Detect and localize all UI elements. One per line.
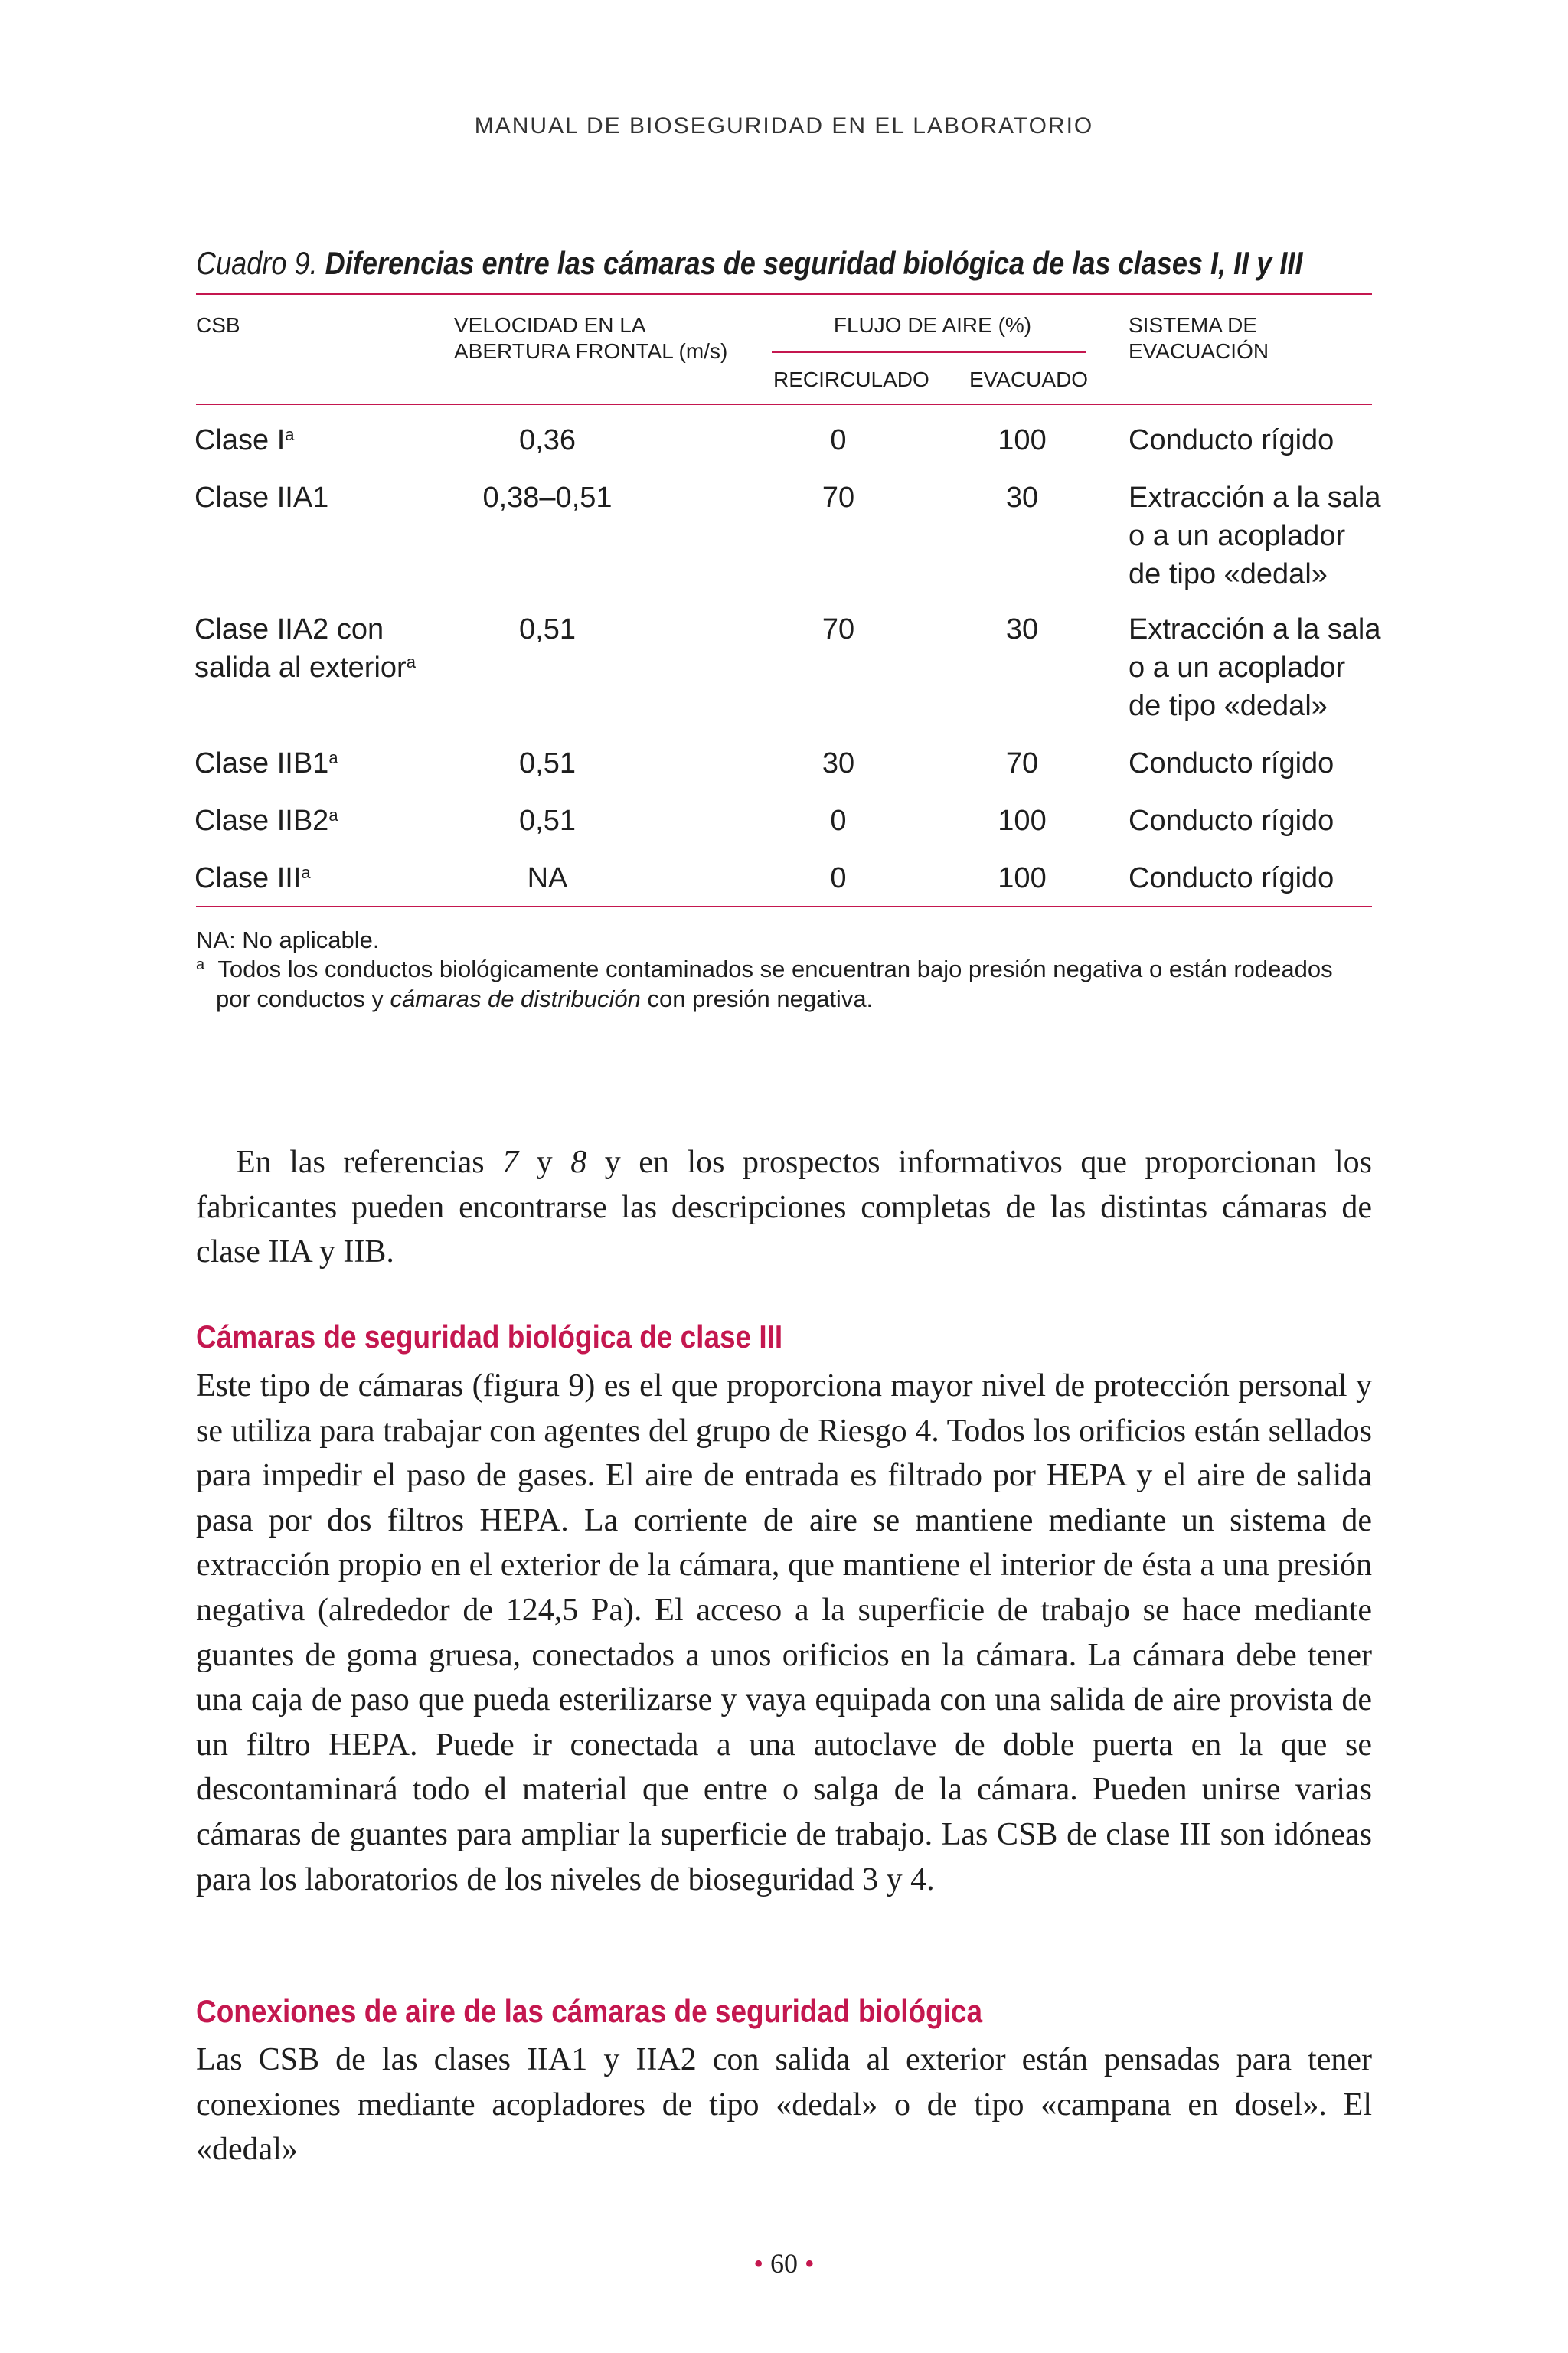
row-1-recirculado: 0: [830, 424, 847, 456]
row-6-sistema: Conducto rígido: [1129, 862, 1334, 894]
header-sistema-line2: EVACUACIÓN: [1129, 339, 1269, 363]
header-csb: CSB: [196, 313, 240, 337]
row-4-velocidad: 0,51: [519, 747, 576, 779]
row-1-sistema: Conducto rígido: [1129, 424, 1334, 456]
row-5-recirculado: 0: [830, 805, 847, 837]
section-heading-conexiones: Conexiones de aire de las cámaras de seguridad biológica: [196, 1993, 983, 2029]
header-evacuado: EVACUADO: [969, 368, 1089, 391]
table-top-rule: [196, 293, 1372, 295]
row-6-recirculado: 0: [830, 862, 847, 894]
row-2-csb: Clase IIA1: [194, 482, 329, 514]
table-note-na: NA: No aplicable.: [196, 926, 380, 953]
row-6-csb: Clase III$^a$: [194, 862, 311, 894]
header-velocidad-line2: ABERTURA FRONTAL (m/s): [454, 339, 728, 363]
row-5-csb: Clase IIB2$^a$: [194, 805, 338, 837]
section-conexiones-body: Las CSB de las clases IIA1 y IIA2 con salida al exterior están pensadas para tener conexiones mediante acopladores de tipo «dedal» o de tipo «campana en dosel». El «dedal»: [196, 2042, 1372, 2168]
row-3-evacuado: 30: [1005, 613, 1039, 645]
header-flujo-rule: [772, 351, 1086, 353]
caption-number: Cuadro 9.: [196, 245, 318, 281]
row-4-sistema: Conducto rígido: [1129, 747, 1334, 779]
section-heading-clase-iii: Cámaras de seguridad biológica de clase III: [196, 1319, 783, 1355]
row-3-recirculado: 70: [822, 613, 855, 645]
row-4-recirculado: 30: [822, 747, 855, 779]
caption-title: Diferencias entre las cámaras de seguridad biológica de las clases I, II y III: [325, 245, 1303, 281]
row-5-sistema: Conducto rígido: [1129, 805, 1334, 837]
page-number: • 60 •: [753, 2248, 815, 2279]
row-4-evacuado: 70: [1005, 747, 1039, 779]
header-recirculado: RECIRCULADO: [773, 368, 929, 391]
header-velocidad-line1: VELOCIDAD EN LA: [454, 313, 646, 337]
intro-paragraph: En las referencias 7 y 8 y en los prospectos informativos que proporcionan los fabricantes pueden encontrarse las descripciones completas de las distintas cámaras de clase IIA y IIB.: [196, 1145, 1372, 1270]
table-bottom-rule: [196, 906, 1372, 907]
header-sistema: [1129, 312, 1269, 364]
row-1-velocidad: 0,36: [519, 424, 576, 456]
row-3-sistema: Extracción a la sala o a un acoplador de tipo «dedal»: [1129, 613, 1381, 722]
row-2-velocidad: 0,38–0,51: [482, 482, 612, 514]
table-header-rule: [196, 404, 1372, 405]
row-3-velocidad: 0,51: [519, 613, 576, 645]
row-3-csb: Clase IIA2 con salida al exterior$^a$: [194, 613, 416, 684]
header-flujo: FLUJO DE AIRE (%): [833, 313, 1032, 337]
table-note-a-continued: por conductos y cámaras de distribución con presión negativa.: [216, 985, 874, 1012]
row-2-recirculado: 70: [822, 482, 855, 514]
row-4-csb: Clase IIB1$^a$: [194, 747, 338, 779]
row-6-evacuado: 100: [998, 862, 1047, 894]
header-velocidad: [454, 312, 727, 364]
header-sistema-line1: SISTEMA DE: [1129, 313, 1258, 337]
section-clase-iii-body: Este tipo de cámaras (figura 9) es el que proporciona mayor nivel de protección personal y se utiliza para trabajar con agentes del grupo de Riesgo 4. Todos los orificios están sellados para impedir el paso de gases. El aire de entrada es filtrado por HEPA y el aire de salida pasa por dos filtros HEPA. La corriente de aire se mantiene mediante un sistema de extracción propio en el exterior de la cámara, que mantiene el interior de ésta a una presión negativa (alrededor de 124,5 Pa). El acceso a la superficie de trabajo se hace mediante guantes de goma gruesa, conectados a unos orificios en la cámara. La cámara debe tener una caja de paso que pueda esterilizarse y vaya equipada con una salida de aire provista de un filtro HEPA. Puede ir conectada a una autoclave de doble puerta en la que se descontaminará todo el material que entre o salga de la cámara. Pueden unirse varias cámaras de guantes para ampliar la superficie de trabajo. Las CSB de clase III son idóneas para los laboratorios de los niveles de bioseguridad 3 y 4.: [196, 1368, 1372, 1897]
row-1-csb: Clase $I^a$: [194, 424, 295, 456]
row-1-evacuado: 100: [998, 424, 1047, 456]
row-5-evacuado: 100: [998, 805, 1047, 837]
table-note-a: $^a$ Todos los conductos biológicamente contaminados se encuentran bajo presión negativa o están rodeados: [196, 956, 1333, 982]
row-6-velocidad: NA: [527, 862, 568, 894]
running-header: MANUAL DE BIOSEGURIDAD EN EL LABORATORIO: [474, 113, 1094, 139]
row-5-velocidad: 0,51: [519, 805, 576, 837]
row-2-evacuado: 30: [1005, 482, 1039, 514]
row-2-sistema: Extracción a la sala o a un acoplador de tipo «dedal»: [1129, 482, 1381, 590]
table-caption: [196, 245, 1303, 282]
